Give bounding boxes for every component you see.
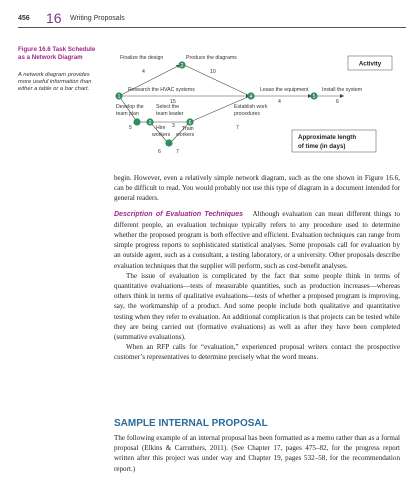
duration-hire: 3 [172, 123, 175, 129]
node-5-label: 5 [312, 93, 316, 100]
body-column-2 [114, 433, 400, 474]
duration-develop: 5 [129, 125, 132, 131]
node-6-label: 6 [188, 119, 192, 126]
chapter-number: 16 [46, 10, 62, 26]
task-train-line1: Train [182, 126, 194, 132]
duration-finalize: 4 [142, 69, 145, 75]
paragraph-1: begin. However, even a relatively simple network diagram, such as the one shown in Figure 16.6, can be difficult to read. You would probably not use this type of diagram in a document intended for general readers. [114, 174, 400, 203]
duration-research: 15 [170, 99, 176, 105]
paragraph-2 [114, 209, 400, 271]
task-develop-line2: team plan [116, 111, 139, 117]
network-diagram [112, 50, 402, 165]
task-install: Install the system [322, 87, 363, 93]
task-develop-line1: Develop the [116, 104, 144, 110]
task-lease: Lease the equipment [260, 87, 309, 93]
figure-caption-body: A network diagram provides more useful information than either a table or a bar chart. [18, 72, 92, 93]
paragraph-5: The following example of an internal proposal has been formatted as a memo rather than as a formal proposal (Elkins & Carruthers, 2011). (See Chapter 17, pages 475–82, for the progress report written after this project was under way and Chapter 19, pages 532–58, for the recommendation report.) [114, 434, 400, 473]
node-7 [165, 139, 172, 146]
figure-caption-title: Figure 16.6 Task Schedule as a Network Diagram [18, 46, 96, 61]
task-establish-line1: Establish work [234, 104, 268, 110]
run-in-heading: Description of Evaluation Techniques [114, 210, 244, 218]
node-3-label: 3 [148, 119, 152, 126]
paragraph-2-text: Although evaluation can mean different things to different people, an evaluation technique typically refers to any procedure used to determine whether the proposed program is both effective and efficient. Evaluation techniques can range from simple progress reports to sophisticated statistical analyses. Some proposals call for evaluation by an outside agent, such as a consultant, a testing laboratory, or a university. Other proposals describe evaluation techniques that the supplier will perform, such as cost-benefit analyses. [114, 209, 400, 270]
duration-bottom-1: 6 [158, 149, 161, 155]
duration-produce: 10 [210, 69, 216, 75]
duration-lease: 4 [278, 99, 281, 105]
task-train-line2: workers [176, 132, 195, 138]
node-4-label: 4 [249, 93, 253, 100]
section-heading: SAMPLE INTERNAL PROPOSAL [114, 418, 268, 429]
header-rule [18, 27, 406, 28]
task-establish-line2: procedures [234, 111, 260, 117]
body-column [114, 173, 400, 363]
duration-install: 6 [336, 99, 339, 105]
task-produce: Produce the diagrams [186, 55, 237, 61]
legend-activity: Activity [358, 60, 382, 68]
legend-length-line2: of time (in days) [298, 143, 346, 150]
duration-establish: 7 [236, 125, 239, 131]
duration-bottom-2: 7 [176, 149, 179, 155]
task-research: Research the HVAC systems [128, 87, 195, 93]
chapter-title: Writing Proposals [70, 15, 125, 22]
node-2-label: 2 [180, 62, 184, 69]
node-8 [133, 118, 140, 125]
task-hire-line2: workers [152, 132, 171, 138]
legend-length-line1: Approximate length [298, 134, 357, 141]
task-select-line2: team leader [156, 111, 184, 117]
node-1-label: 1 [117, 93, 121, 100]
page-number: 456 [18, 15, 30, 22]
task-finalize: Finalize the design [120, 55, 164, 61]
arrowhead-end [340, 94, 344, 98]
paragraph-4: When an RFP calls for “evaluation,” experienced proposal writers contact the prospective customer’s representatives to determine precisely what the word means. [114, 343, 400, 362]
paragraph-3: The issue of evaluation is complicated by the fact that some people think in terms of quantitative evaluations—tests of measurable quantities, such as production increases—whereas others think in terms of qualitative evaluations—tests of whether a proposed program is improving, say, the workmanship of a product. And some people include both qualitative and quantitative testing when they refer to evaluation. An additional complication is that projects can be tested while they are being carried out (formative evaluations) as well as after they have been completed (summative evaluations). [114, 271, 400, 341]
task-select-line1: Select the [156, 104, 180, 110]
task-hire-line1: Hire [156, 125, 166, 131]
